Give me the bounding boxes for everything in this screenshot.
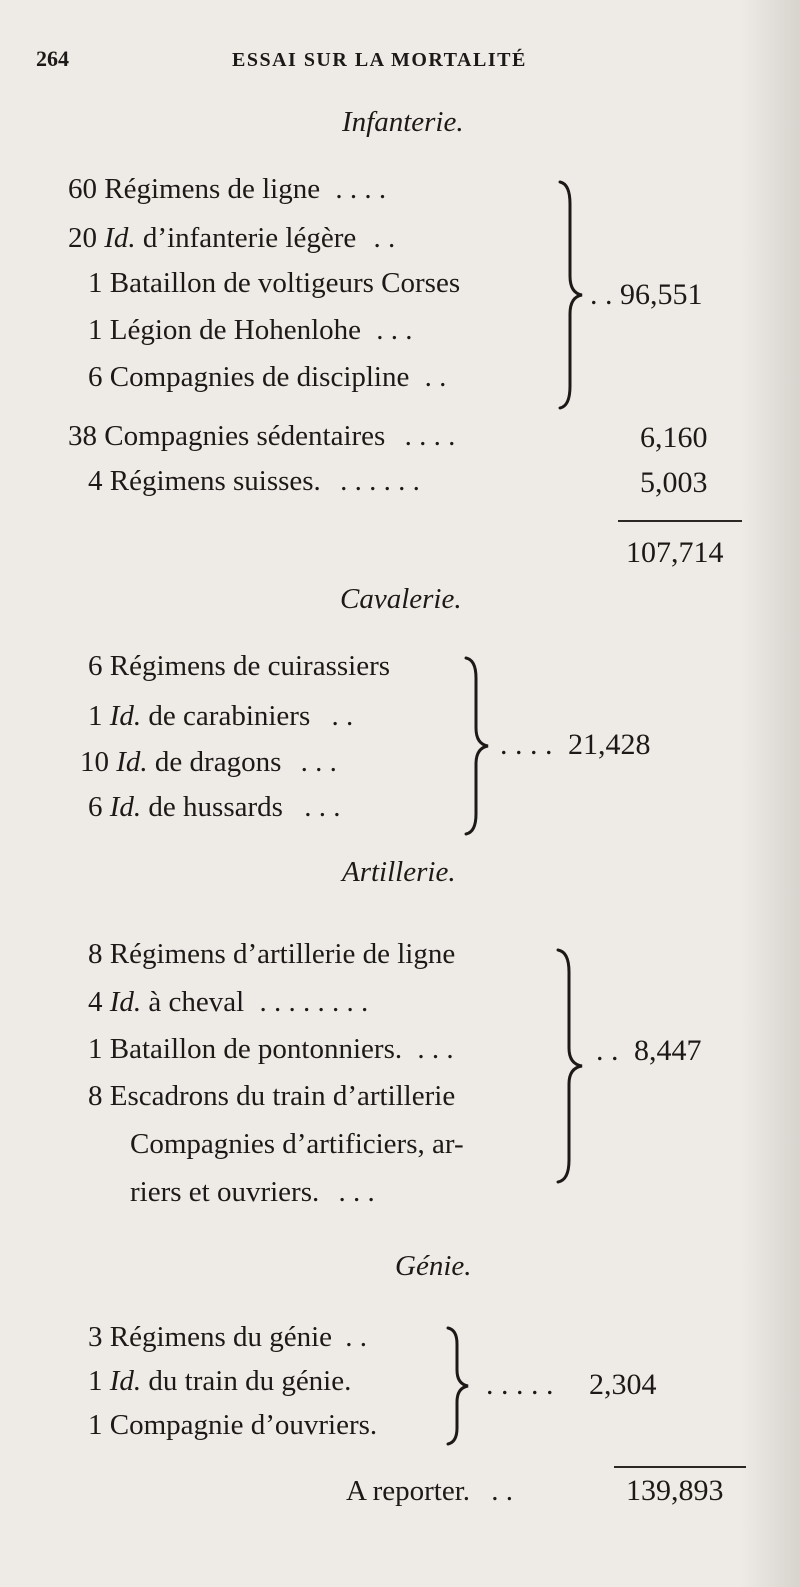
- running-title: ESSAI SUR LA MORTALITÉ: [232, 49, 527, 71]
- cavalerie-row-2: [88, 702, 353, 731]
- brace-cavalerie: [462, 656, 492, 836]
- row-label: du train du génie.: [148, 1365, 352, 1397]
- row-label: Régimens de cuirassiers: [109, 650, 391, 682]
- id-abbrev: Id.: [109, 986, 142, 1018]
- infanterie-row-5: [88, 363, 446, 392]
- row-count: 10: [80, 746, 109, 778]
- dot-leader: . . .: [300, 746, 337, 778]
- group-value-infanterie: [590, 280, 703, 310]
- carry-rule: [614, 1466, 746, 1468]
- dot-leader: . .: [424, 361, 447, 393]
- dot-leader: . . .: [417, 1033, 454, 1065]
- infanterie-row-7: [88, 467, 420, 496]
- row-count: 6: [88, 650, 103, 682]
- row-label: Bataillon de voltigeurs Corses: [109, 267, 461, 299]
- dot-leader: . . . .: [335, 173, 387, 205]
- row-label: Régimens d’artillerie de ligne: [109, 938, 456, 970]
- artillerie-row-2: [88, 988, 368, 1017]
- row-count: 6: [88, 791, 103, 823]
- infanterie-row-3: [88, 269, 460, 298]
- row-label: Bataillon de pontonniers.: [109, 1033, 403, 1065]
- row-label: Légion de Hohenlohe: [109, 314, 362, 346]
- carry-value: 139,893: [626, 1474, 724, 1507]
- row-count: 1: [88, 1033, 103, 1065]
- row-count: 1: [88, 1409, 103, 1441]
- subtotal-value: 107,714: [626, 536, 724, 569]
- dot-leader: . .: [596, 1034, 619, 1067]
- dot-leader: . . .: [304, 791, 341, 823]
- row-count: 4: [88, 986, 103, 1018]
- row-count: 3: [88, 1321, 103, 1353]
- row-label: de hussards: [148, 791, 283, 823]
- row-count: 8: [88, 1080, 103, 1112]
- dot-leader: . . . .: [500, 728, 553, 761]
- row-count: 1: [88, 267, 103, 299]
- row-label: de dragons: [154, 746, 282, 778]
- brace-genie: [444, 1326, 472, 1446]
- row-label: Compagnie d’ouvriers.: [109, 1409, 378, 1441]
- dot-leader: . .: [373, 222, 396, 254]
- row-label: de carabiniers: [148, 700, 311, 732]
- dot-leader: . . . . . . . .: [259, 986, 369, 1018]
- artillerie-row-4: [88, 1082, 455, 1111]
- dot-leader: . .: [590, 278, 613, 311]
- section-heading-infanterie: Infanterie.: [342, 106, 464, 138]
- group-value-cavalerie: [500, 730, 651, 760]
- row-label: riers et ouvriers.: [130, 1176, 320, 1208]
- page-number: 264: [36, 46, 69, 71]
- row-label: à cheval: [148, 986, 245, 1018]
- section-heading-genie: Génie.: [395, 1250, 472, 1282]
- dot-leader: . . . .: [404, 420, 456, 452]
- id-abbrev: Id.: [104, 222, 136, 254]
- row-label: Régimens du génie: [109, 1321, 333, 1353]
- infanterie-row-4: [88, 316, 413, 345]
- genie-row-3: [88, 1411, 377, 1440]
- row-label: Escadrons du train d’artillerie: [109, 1080, 456, 1112]
- row-count: 60: [68, 173, 97, 205]
- group-value-artillerie: [596, 1036, 702, 1066]
- brace-artillerie: [554, 948, 586, 1184]
- row-count: 8: [88, 938, 103, 970]
- cavalerie-row-4: [88, 793, 340, 822]
- dot-leader: . .: [491, 1475, 514, 1507]
- cavalerie-row-1: [88, 652, 390, 681]
- section-heading-cavalerie: Cavalerie.: [340, 583, 462, 615]
- genie-row-1: [88, 1323, 367, 1352]
- value: 96,551: [620, 278, 703, 311]
- dot-leader: . . . . . .: [340, 465, 420, 497]
- row-count: 1: [88, 314, 103, 346]
- row-value: 5,003: [640, 466, 708, 499]
- group-value-genie: [486, 1370, 657, 1400]
- id-abbrev: Id.: [109, 1365, 142, 1397]
- row-label: Compagnies de discipline: [109, 361, 410, 393]
- row-count: 1: [88, 1365, 103, 1397]
- subtotal-rule: [618, 520, 742, 522]
- page-edge-shadow: [740, 0, 800, 1587]
- section-heading-artillerie: Artillerie.: [342, 856, 456, 888]
- carry-label: A reporter.: [346, 1475, 471, 1507]
- id-abbrev: Id.: [116, 746, 148, 778]
- carry-forward-line: [346, 1477, 513, 1506]
- dot-leader: . . .: [338, 1176, 375, 1208]
- id-abbrev: Id.: [109, 700, 142, 732]
- genie-row-2: [88, 1367, 351, 1396]
- infanterie-row-1: [68, 175, 386, 204]
- row-count: 38: [68, 420, 97, 452]
- value: 2,304: [589, 1368, 657, 1401]
- row-count: 4: [88, 465, 103, 497]
- row-label: d’infanterie légère: [142, 222, 357, 254]
- row-label: Régimens de ligne: [104, 173, 321, 205]
- artillerie-row-6: [130, 1178, 375, 1207]
- dot-leader: . .: [345, 1321, 368, 1353]
- row-label: Régimens suisses.: [109, 465, 321, 497]
- artillerie-row-1: [88, 940, 455, 969]
- dot-leader: . .: [331, 700, 354, 732]
- artillerie-row-3: [88, 1035, 454, 1064]
- row-label: Compagnies d’artificiers, ar-: [130, 1128, 464, 1160]
- artillerie-row-5: [130, 1130, 464, 1159]
- brace-infanterie: [556, 180, 586, 410]
- dot-leader: . . . . .: [486, 1368, 554, 1401]
- row-count: 20: [68, 222, 97, 254]
- row-label: Compagnies sédentaires: [104, 420, 386, 452]
- id-abbrev: Id.: [109, 791, 142, 823]
- row-count: 1: [88, 700, 103, 732]
- dot-leader: . . .: [376, 314, 413, 346]
- row-count: 6: [88, 361, 103, 393]
- row-value: 6,160: [640, 421, 708, 454]
- cavalerie-row-3: [80, 748, 337, 777]
- value: 8,447: [634, 1034, 702, 1067]
- infanterie-row-6: [68, 422, 455, 451]
- infanterie-row-2: [68, 224, 395, 253]
- value: 21,428: [568, 728, 651, 761]
